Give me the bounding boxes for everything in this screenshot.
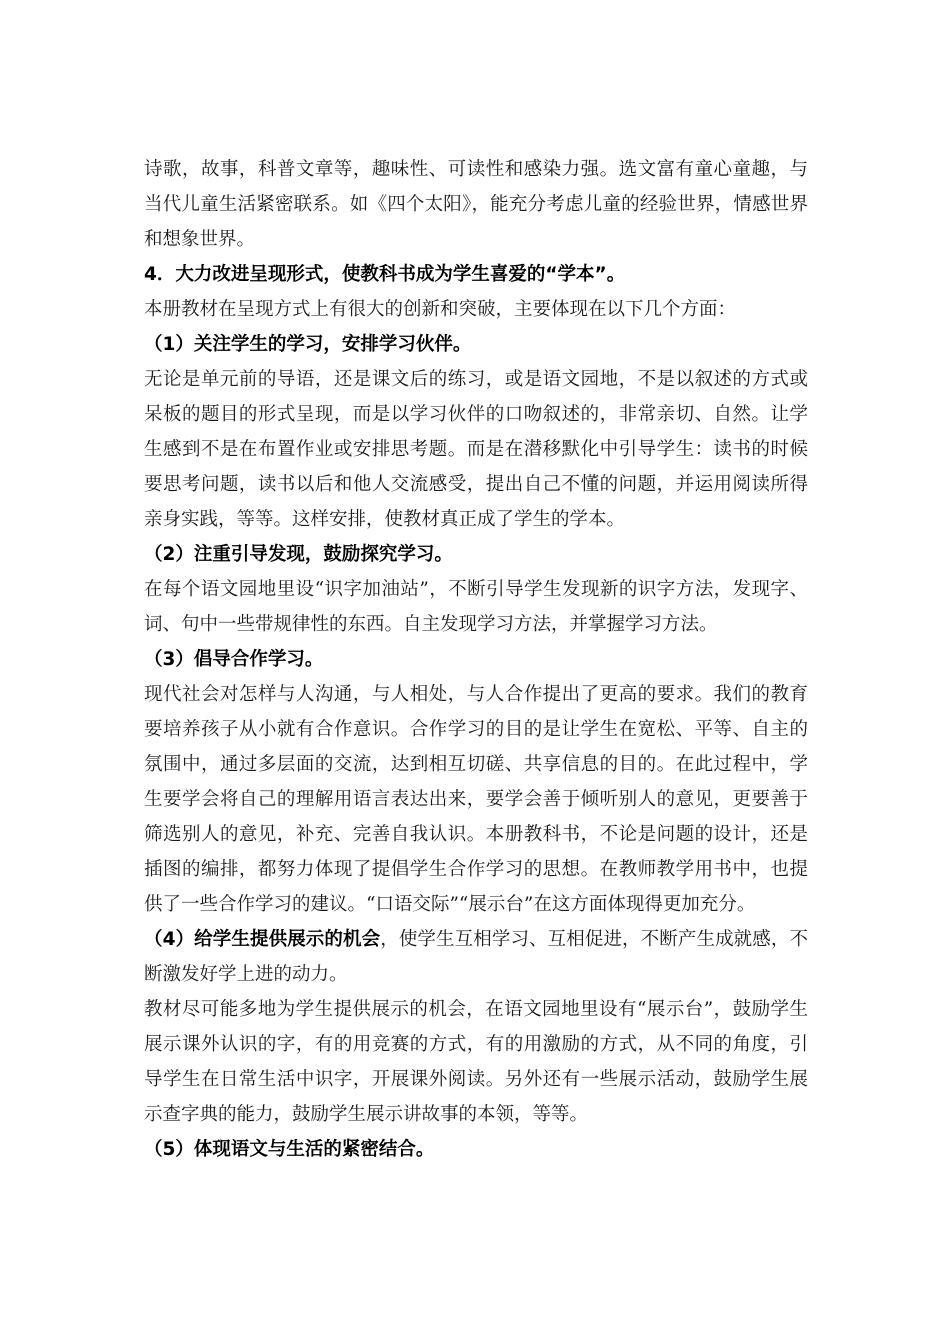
subheading-3: （3）倡导合作学习。 [144,649,324,670]
paragraph-intro: 诗歌，故事，科普文章等，趣味性、可读性和感染力强。选文富有童心童趣，与当代儿童生活紧密联系。如《四个太阳》，能充分考虑儿童的经验世界，情感世界和想象世界。 [144,159,808,250]
subheading-2: （2）注重引导发现，鼓励探究学习。 [144,544,453,565]
subheading-4-bold: （4）给学生提供展示的机会 [144,929,381,950]
paragraph-learning-partner: 无论是单元前的导语，还是课文后的练习，或是语文园地，不是以叙述的方式或呆板的题目的形式呈现，而是以学习伙伴的口吻叙述的，非常亲切、自然。让学生感到不是在布置作业或安排思考题。而是在潜移默化中引导学生：读书的时候要思考问题，读书以后和他人交流感受，提出自己不懂的问题，并运用阅读所得亲身实践，等等。这样安排，使教材真正成了学生的学本。 [144,369,808,530]
paragraph-cooperation: 现代社会对怎样与人沟通，与人相处，与人合作提出了更高的要求。我们的教育要培养孩子从小就有合作意识。合作学习的目的是让学生在宽松、平等、自主的氛围中，通过多层面的交流，达到相互切磋、共享信息的目的。在此过程中，学生要学会将自己的理解用语言表达出来，要学会善于倾听别人的意见，更要善于筛选别人的意见，补充、完善自我认识。本册教科书，不论是问题的设计，还是插图的编排，都努力体现了提倡学生合作学习的思想。在教师教学用书中，也提供了一些合作学习的建议。“口语交际”“展示台”在这方面体现得更加充分。 [144,684,808,915]
paragraph-discovery: 在每个语文园地里设“识字加油站”，不断引导学生发现新的识字方法，发现字、词、句中一些带规律性的东西。自主发现学习方法，并掌握学习方法。 [144,579,808,635]
subheading-5: （5）体现语文与生活的紧密结合。 [144,1139,435,1160]
subheading-4 [144,922,808,992]
subheading-4-rest: ，使学生互相学习、互相促进，不断产生成就感，不断激发好学上进的动力。 [144,929,808,985]
paragraph-showcase: 教材尽可能多地为学生提供展示的机会，在语文园地里设有“展示台”，鼓励学生展示课外认识的字，有的用竞赛的方式，有的用激励的方式，从不同的角度，引导学生在日常生活中识字，开展课外阅读。另外还有一些展示活动，鼓励学生展示查字典的能力，鼓励学生展示讲故事的本领，等等。 [144,999,808,1125]
subheading-1: （1）关注学生的学习，安排学习伙伴。 [144,334,472,355]
section-heading-4: 4．大力改进呈现形式，使教科书成为学生喜爱的“学本”。 [144,264,626,285]
document-body [144,152,808,1167]
paragraph-overview: 本册教材在呈现方式上有很大的创新和突破，主要体现在以下几个方面： [144,299,737,320]
